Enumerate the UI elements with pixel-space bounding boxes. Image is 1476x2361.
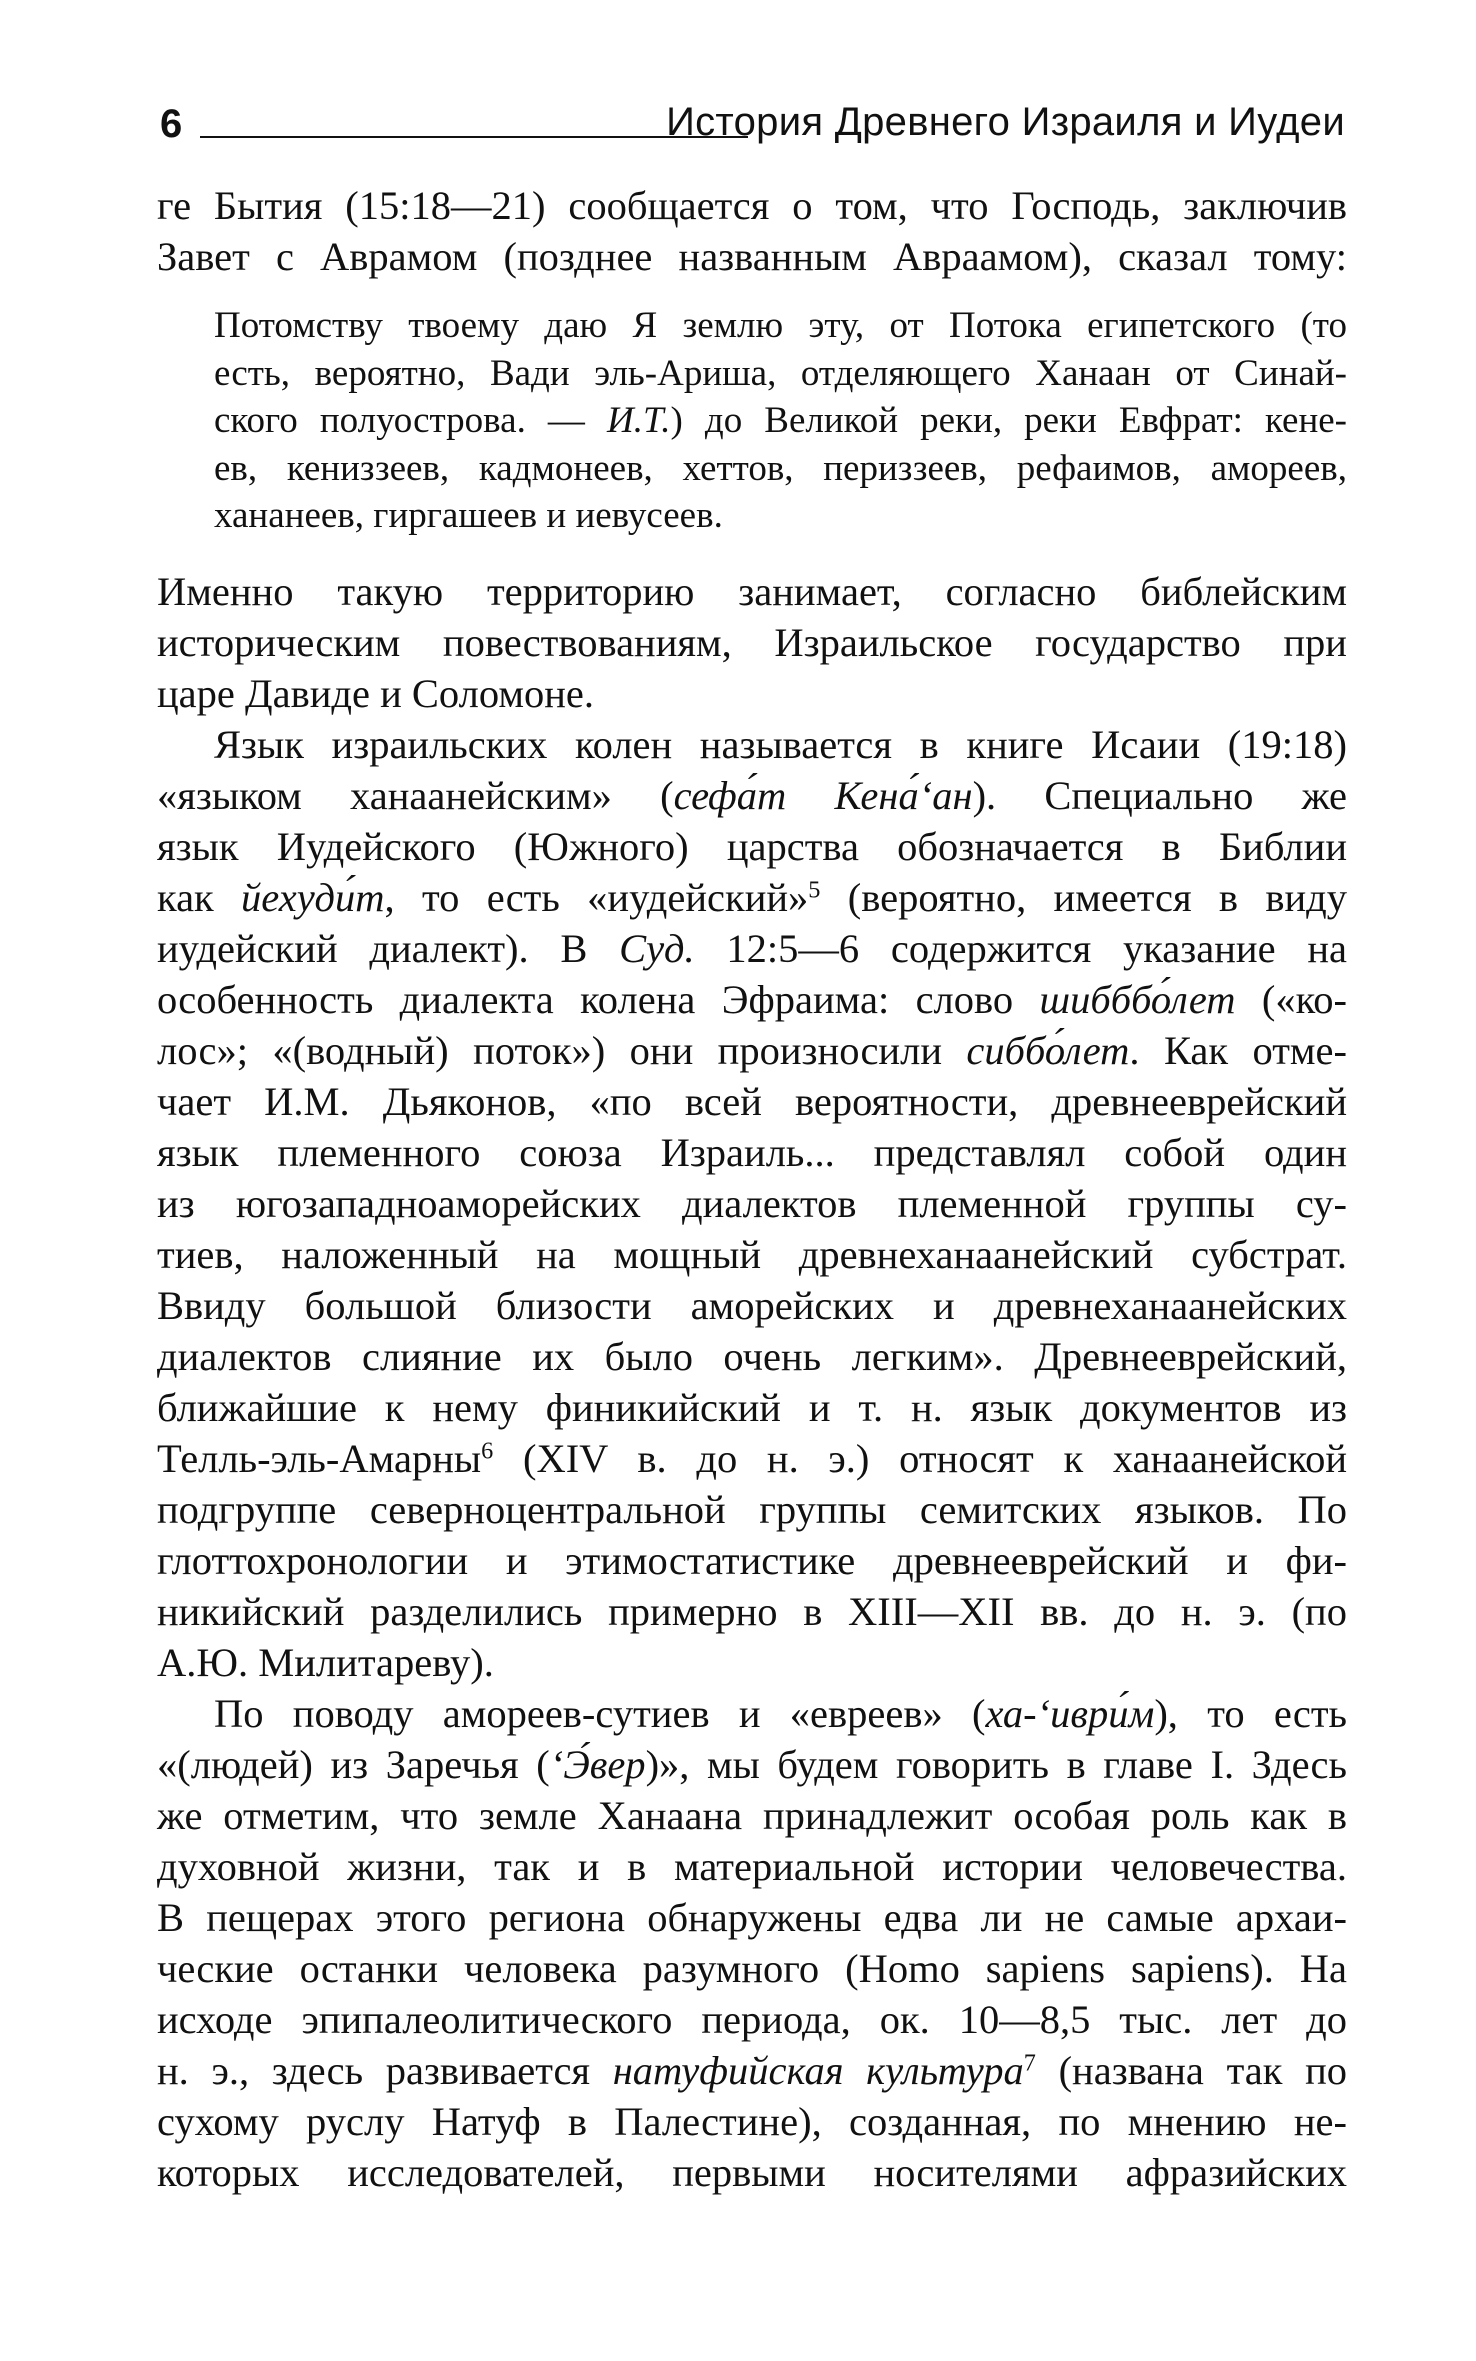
text-line: из югозападноаморейских диалектов племенной группы су- [157, 1180, 1347, 1226]
text-line [157, 872, 1347, 923]
text-run: иудейский диалект). В [157, 925, 620, 971]
text-line: ге Бытия (15:18—21) сообщается о том, что Господь, заключив [157, 183, 1347, 228]
text-line [157, 1025, 1347, 1076]
term-italic: сефа́т Кена́‘ан [673, 772, 973, 818]
text-run: как [157, 874, 242, 920]
text-line [157, 1688, 1347, 1739]
text-run: . Как отме- [1129, 1027, 1347, 1073]
text-line: Завет с Аврамом (позднее названным Авраамом), сказал тому: [157, 234, 1347, 279]
quote-text: ) до Великой реки, реки Евфрат: кене- [670, 400, 1347, 441]
paragraph-4 [157, 1688, 1347, 2198]
paragraph-3 [157, 719, 1347, 1688]
editor-initials: И.Т. [607, 400, 671, 441]
paragraph-1 [157, 180, 1347, 282]
text-run: , то есть «иудейский» [384, 874, 809, 920]
term-italic: шибббо́лет [1039, 976, 1236, 1022]
footnote-marker[interactable]: 6 [481, 1437, 494, 1465]
text-line: Ввиду большой близости аморейских и древнеханаанейских [157, 1282, 1347, 1328]
text-line: Язык израильских колен называется в книге Исаии (19:18) [214, 721, 1347, 767]
quote-line: ев, кениззеев, кадмонеев, хеттов, периззеев, рефаимов, амореев, [214, 447, 1347, 489]
text-line: ческие останки человека разумного (Homo sapiens sapiens). На [157, 1945, 1347, 1991]
text-line: никийский разделились примерно в XIII—XII вв. до н. э. (по [157, 1588, 1347, 1634]
quote-line: есть, вероятно, Вади эль-Ариша, отделяющего Ханаан от Синай- [214, 352, 1347, 394]
term-italic: ‘Э́вер [549, 1741, 646, 1787]
quote-text: ского полуострова. — [214, 400, 607, 441]
text-line: А.Ю. Милитареву). [157, 1639, 494, 1685]
text-line: тиев, наложенный на мощный древнеханаанейский субстрат. [157, 1231, 1347, 1277]
text-run: ), то есть [1154, 1690, 1348, 1736]
quote-line: Потомству твоему даю Я землю эту, от Потока египетского (то [214, 305, 1347, 346]
text-run: Телль-эль-Амарны [157, 1435, 482, 1481]
text-line: же отметим, что земле Ханаана принадлежит особая роль как в [157, 1792, 1347, 1838]
text-line: царе Давиде и Соломоне. [157, 670, 594, 716]
text-line [157, 770, 1347, 821]
text-line: исходе эпипалеолитического периода, ок. 10—8,5 тыс. лет до [157, 1996, 1347, 2042]
text-line: В пещерах этого региона обнаружены едва ли не самые архаи- [157, 1894, 1347, 1940]
text-line [157, 1739, 1347, 1790]
text-line [157, 974, 1347, 1025]
paragraph-2 [157, 566, 1347, 719]
text-run: (XIV в. до н. э.) относят к ханаанейской [493, 1435, 1347, 1481]
term-italic: сиббо́лет [966, 1027, 1130, 1073]
text-line: подгруппе северноцентральной группы семитских языков. По [157, 1486, 1347, 1532]
text-line: которых исследователей, первыми носителями афразийских [157, 2149, 1347, 2195]
text-run: ). Специально же [972, 772, 1348, 818]
text-run: (названа так по [1035, 2047, 1347, 2093]
page-header [160, 100, 1345, 160]
body-text [157, 180, 1347, 2198]
footnote-marker[interactable]: 5 [808, 876, 821, 904]
text-line: историческим повествованиям, Израильское государство при [157, 619, 1347, 665]
text-line: язык Иудейского (Южного) царства обозначается в Библии [157, 823, 1347, 869]
text-run: («ко- [1235, 976, 1347, 1022]
footnote-marker[interactable]: 7 [1023, 2049, 1036, 2077]
text-run: «(людей) из Заречья ( [157, 1741, 550, 1787]
running-title: История Древнего Израиля и Иудеи [666, 100, 1345, 144]
text-run: особенность диалекта колена Эфраима: слово [157, 976, 1040, 1022]
text-run: )», мы будем говорить в главе I. Здесь [645, 1741, 1348, 1787]
text-line: Именно такую территорию занимает, согласно библейским [157, 568, 1347, 614]
text-line: духовной жизни, так и в материальной истории человечества. [157, 1843, 1347, 1889]
term-italic: натуфийская культура [612, 2047, 1024, 2093]
quote-line: хананеев, гиргашеев и иевусеев. [214, 495, 723, 536]
text-line: ближайшие к нему финикийский и т. н. язык документов из [157, 1384, 1347, 1430]
text-line [157, 923, 1347, 974]
text-line: сухому руслу Натуф в Палестине), созданная, по мнению не- [157, 2098, 1347, 2144]
text-run: «языком ханаанейским» ( [157, 772, 674, 818]
text-line [157, 2045, 1347, 2096]
text-line [157, 1433, 1347, 1484]
text-line: язык племенного союза Израиль... представлял собой один [157, 1129, 1347, 1175]
term-italic: йехуди́т [241, 874, 385, 920]
page-number: 6 [160, 102, 183, 146]
text-run: лос»; «(водный) поток») они произносили [157, 1027, 967, 1073]
text-run: По поводу амореев-сутиев и «евреев» ( [214, 1690, 986, 1736]
text-run: (вероятно, имеется в виду [820, 874, 1347, 920]
term-italic: ха-‘иври́м [985, 1690, 1155, 1736]
book-reference: Суд. [619, 925, 695, 971]
text-line: глоттохронологии и этимостатистике древнееврейский и фи- [157, 1537, 1347, 1583]
text-run: 12:5—6 содержится указание на [694, 925, 1347, 971]
block-quote [214, 302, 1347, 540]
text-run: н. э., здесь развивается [157, 2047, 613, 2093]
text-line: диалектов слияние их было очень легким». Древнееврейский, [157, 1333, 1347, 1379]
text-line: чает И.М. Дьяконов, «по всей вероятности, древнееврейский [157, 1078, 1347, 1124]
quote-line [214, 397, 1347, 445]
